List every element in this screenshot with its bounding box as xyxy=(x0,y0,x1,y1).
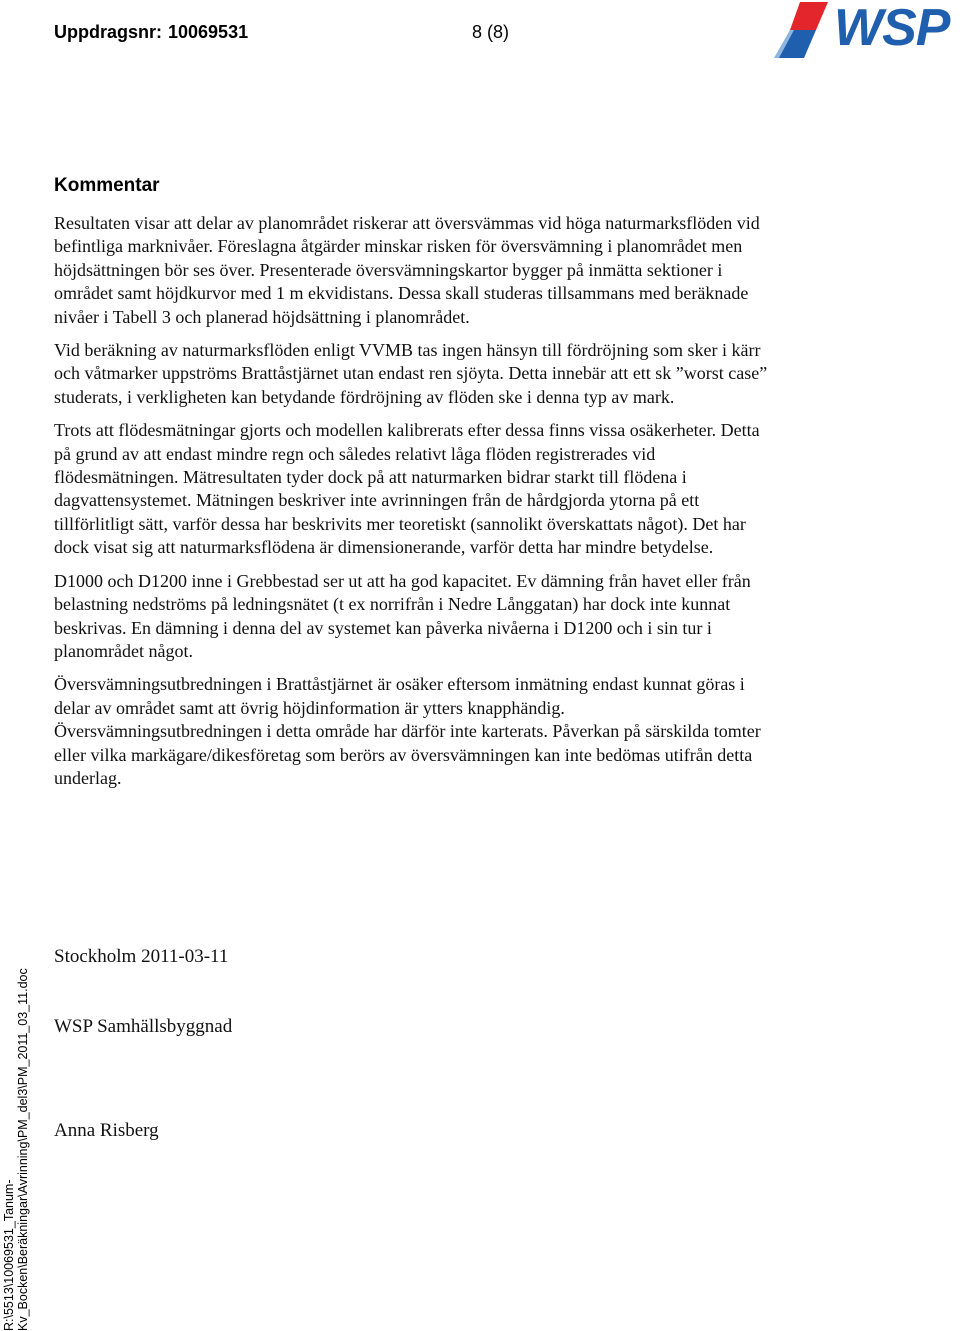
paragraph-4: D1000 och D1200 inne i Grebbestad ser ut att ha god kapacitet. Ev dämning från havet eller från belastning nedströms på ledningsnätet (t ex norrifrån i Nedre Långgatan) har dock inte kunnat beskrivas. En dämning i denna del av systemet kan påverka nivåerna i D1200 och i sin tur i planområdet något. xyxy=(54,570,751,661)
paragraph-1: Resultaten visar att delar av planområdet riskerar att översvämmas vid höga naturmarksflöden vid befintliga marknivåer. Föreslagna åtgärder minskar risken för översvämning i planområdet men höjdsättningen bör ses över. Presenterade översvämningskartor bygger på inmätta sektioner i området samt höjdkurvor med 1 m ekvidistans. Dessa skall studeras tillsammans med beräknade nivåer i Tabell 3 och planerad höjdsättning i planområdet. xyxy=(54,213,760,327)
place-date: Stockholm 2011-03-11 xyxy=(54,946,229,967)
company-name: WSP Samhällsbyggnad xyxy=(54,1016,233,1037)
wsp-logo xyxy=(770,0,960,62)
paragraph-2: Vid beräkning av naturmarksflöden enligt VVMB tas ingen hänsyn till fördröjning som sker i kärr och våtmarker uppströms Brattåstjärnet utan endast ren sjöyta. Detta innebär att ett sk ”worst case” studerats, i verkligheten kan betydande fördröjning av flöden ske i denna typ av mark. xyxy=(54,340,768,407)
page-number: 8 (8) xyxy=(472,22,510,42)
paragraph-3: Trots att flödesmätningar gjorts och modellen kalibrerats efter dessa finns vissa osäkerheter. Detta på grund av att endast mindre regn och således relativt låga flöden registrerades vid flödesmätningen. Mätresultaten tyder dock på att naturmarken bidrar starkt till flödena i dagvattensystemet. Mätningen beskriver inte avrinningen från de hårdgjorda ytorna på ett tillförlitligt sätt, varför dessa har beskrivits mer teoretiskt (sannolikt överskattats något). Det har dock visat sig att naturmarksflödena är dimensionerande, varför detta har mindre betydelse. xyxy=(54,420,760,558)
project-number-value: 10069531 xyxy=(168,22,249,42)
project-number-label: Uppdragsnr: xyxy=(54,22,162,42)
author-name: Anna Risberg xyxy=(54,1120,159,1141)
project-number-header xyxy=(54,22,248,43)
wsp-logo-mark xyxy=(770,0,840,62)
section-heading: Kommentar xyxy=(54,175,160,196)
body-text xyxy=(54,212,774,800)
file-path-line-1: R:\5513\10069531_Tanum- xyxy=(2,1179,16,1331)
file-path-footer xyxy=(2,968,42,1331)
file-path-line-2: Kv_Bocken\Beräkningar\Avrinning\PM_del3\PM_2011_03_11.doc xyxy=(16,968,30,1331)
wsp-logo-text: WSP xyxy=(834,0,950,57)
paragraph-5: Översvämningsutbredningen i Brattåstjärnet är osäker eftersom inmätning endast kunnat göras i delar av området samt att övrig höjdinformation är ytters knapphändig. Översvämningsutbredningen i detta område har därför inte karterats. Påverkan på särskilda tomter eller vilka markägare/dikesföretag som berörs av översvämningen kan inte bedömas utifrån detta underlag. xyxy=(54,674,761,788)
